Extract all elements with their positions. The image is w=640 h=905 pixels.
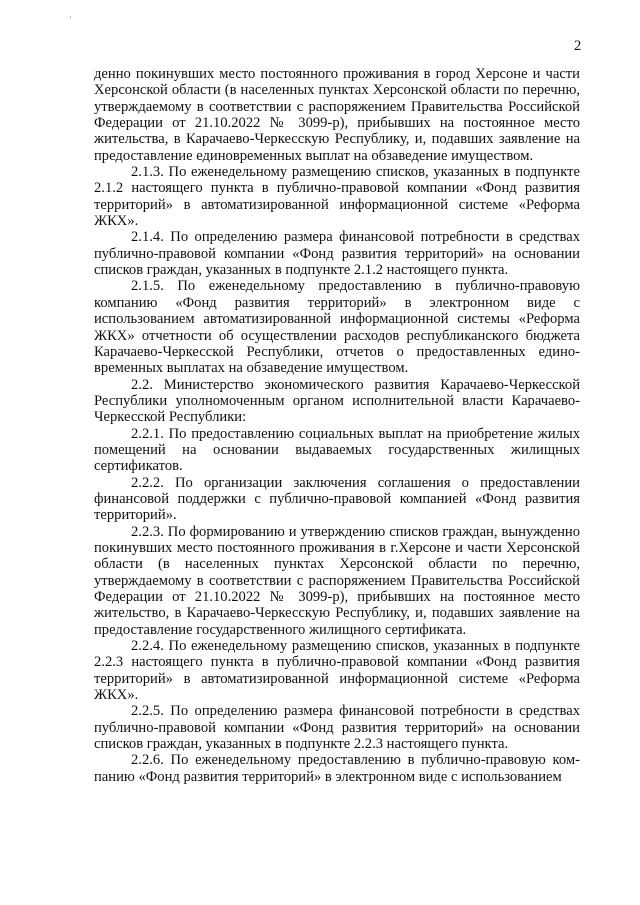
paragraph-2-2: 2.2. Министерство экономического развития Карачаево-Черкесской Республики уполномоченным органом исполнительной власти Карачаево-Черкесской Республики: bbox=[94, 376, 580, 426]
paragraph-2-2-5: 2.2.5. По определению размера финансовой потребности в средствах публично-правовой компании «Фонд развития территорий» на основании списков граждан, указанных в подпункте 2.2.3 настоящего пункта. bbox=[94, 703, 580, 753]
page-number: 2 bbox=[574, 38, 582, 54]
scan-artifact bbox=[70, 16, 71, 19]
paragraph-2-1-3: 2.1.3. По еженедельному размещению списков, указанных в подпункте 2.1.2 настоящего пункта в публично-правовой компании «Фонд развития территорий» в автоматизированной информационной системе «Реформа ЖКХ». bbox=[94, 164, 580, 230]
paragraph-2-2-2: 2.2.2. По организации заключения соглашения о предоставлении финансовой поддержки с публично-правовой компанией «Фонд развития территорий». bbox=[94, 474, 580, 524]
paragraph-2-1-5: 2.1.5. По еженедельному предоставлению в публично-правовую компанию «Фонд развития территорий» в электронном виде с использованием автоматизированной информационной системы «Реформа ЖКХ» отчетности об осуществлении расходов республиканского бюджета Карачаево-Черкесской Республики, отчетов о предоставленных единовременных выплатах на обзаведение имуществом. bbox=[94, 278, 580, 377]
paragraph-2-2-3: 2.2.3. По формированию и утверждению списков граждан, вынужденно покинувших место постоянного проживания в г.Херсоне и части Херсонской области (в населенных пунктах Херсонской области по перечню, утверждаемому в соответствии с распоряжением Правительства Российской Федерации от 21.10.2022 № 3099-р), прибывших на постоянное место жительство, в Карачаево-Черкесскую Республику, и, подавших заявление на предоставление государственного жилищного сертификата. bbox=[94, 523, 580, 638]
document-body bbox=[94, 66, 580, 785]
paragraph-2-2-6: 2.2.6. По еженедельному предоставлению в публично-правовую компанию «Фонд развития территорий» в электронном виде с использованием bbox=[94, 752, 580, 785]
paragraph-2-2-4: 2.2.4. По еженедельному размещению списков, указанных в подпункте 2.2.3 настоящего пункта в публично-правовой компании «Фонд развития территорий» в автоматизированной информационной системе «Реформа ЖКХ». bbox=[94, 638, 580, 704]
paragraph-2-1-4: 2.1.4. По определению размера финансовой потребности в средствах публично-правовой компании «Фонд развития территорий» на основании списков граждан, указанных в подпункте 2.1.2 настоящего пункта. bbox=[94, 229, 580, 279]
paragraph-2-2-1: 2.2.1. По предоставлению социальных выплат на приобретение жилых помещений на основании выдаваемых государственных жилищных сертификатов. bbox=[94, 425, 580, 475]
paragraph-continuation: денно покинувших место постоянного проживания в город Херсоне и части Херсонской области (в населенных пунктах Херсонской области по перечню, утверждаемому в соответствии с распоряжением Правительства Российской Федерации от 21.10.2022 № 3099-р), прибывших на постоянное место жительства, в Карачаево-Черкесскую Республику, и, подавших заявление на предоставление единовременных выплат на обзаведение имуществом. bbox=[94, 66, 580, 164]
